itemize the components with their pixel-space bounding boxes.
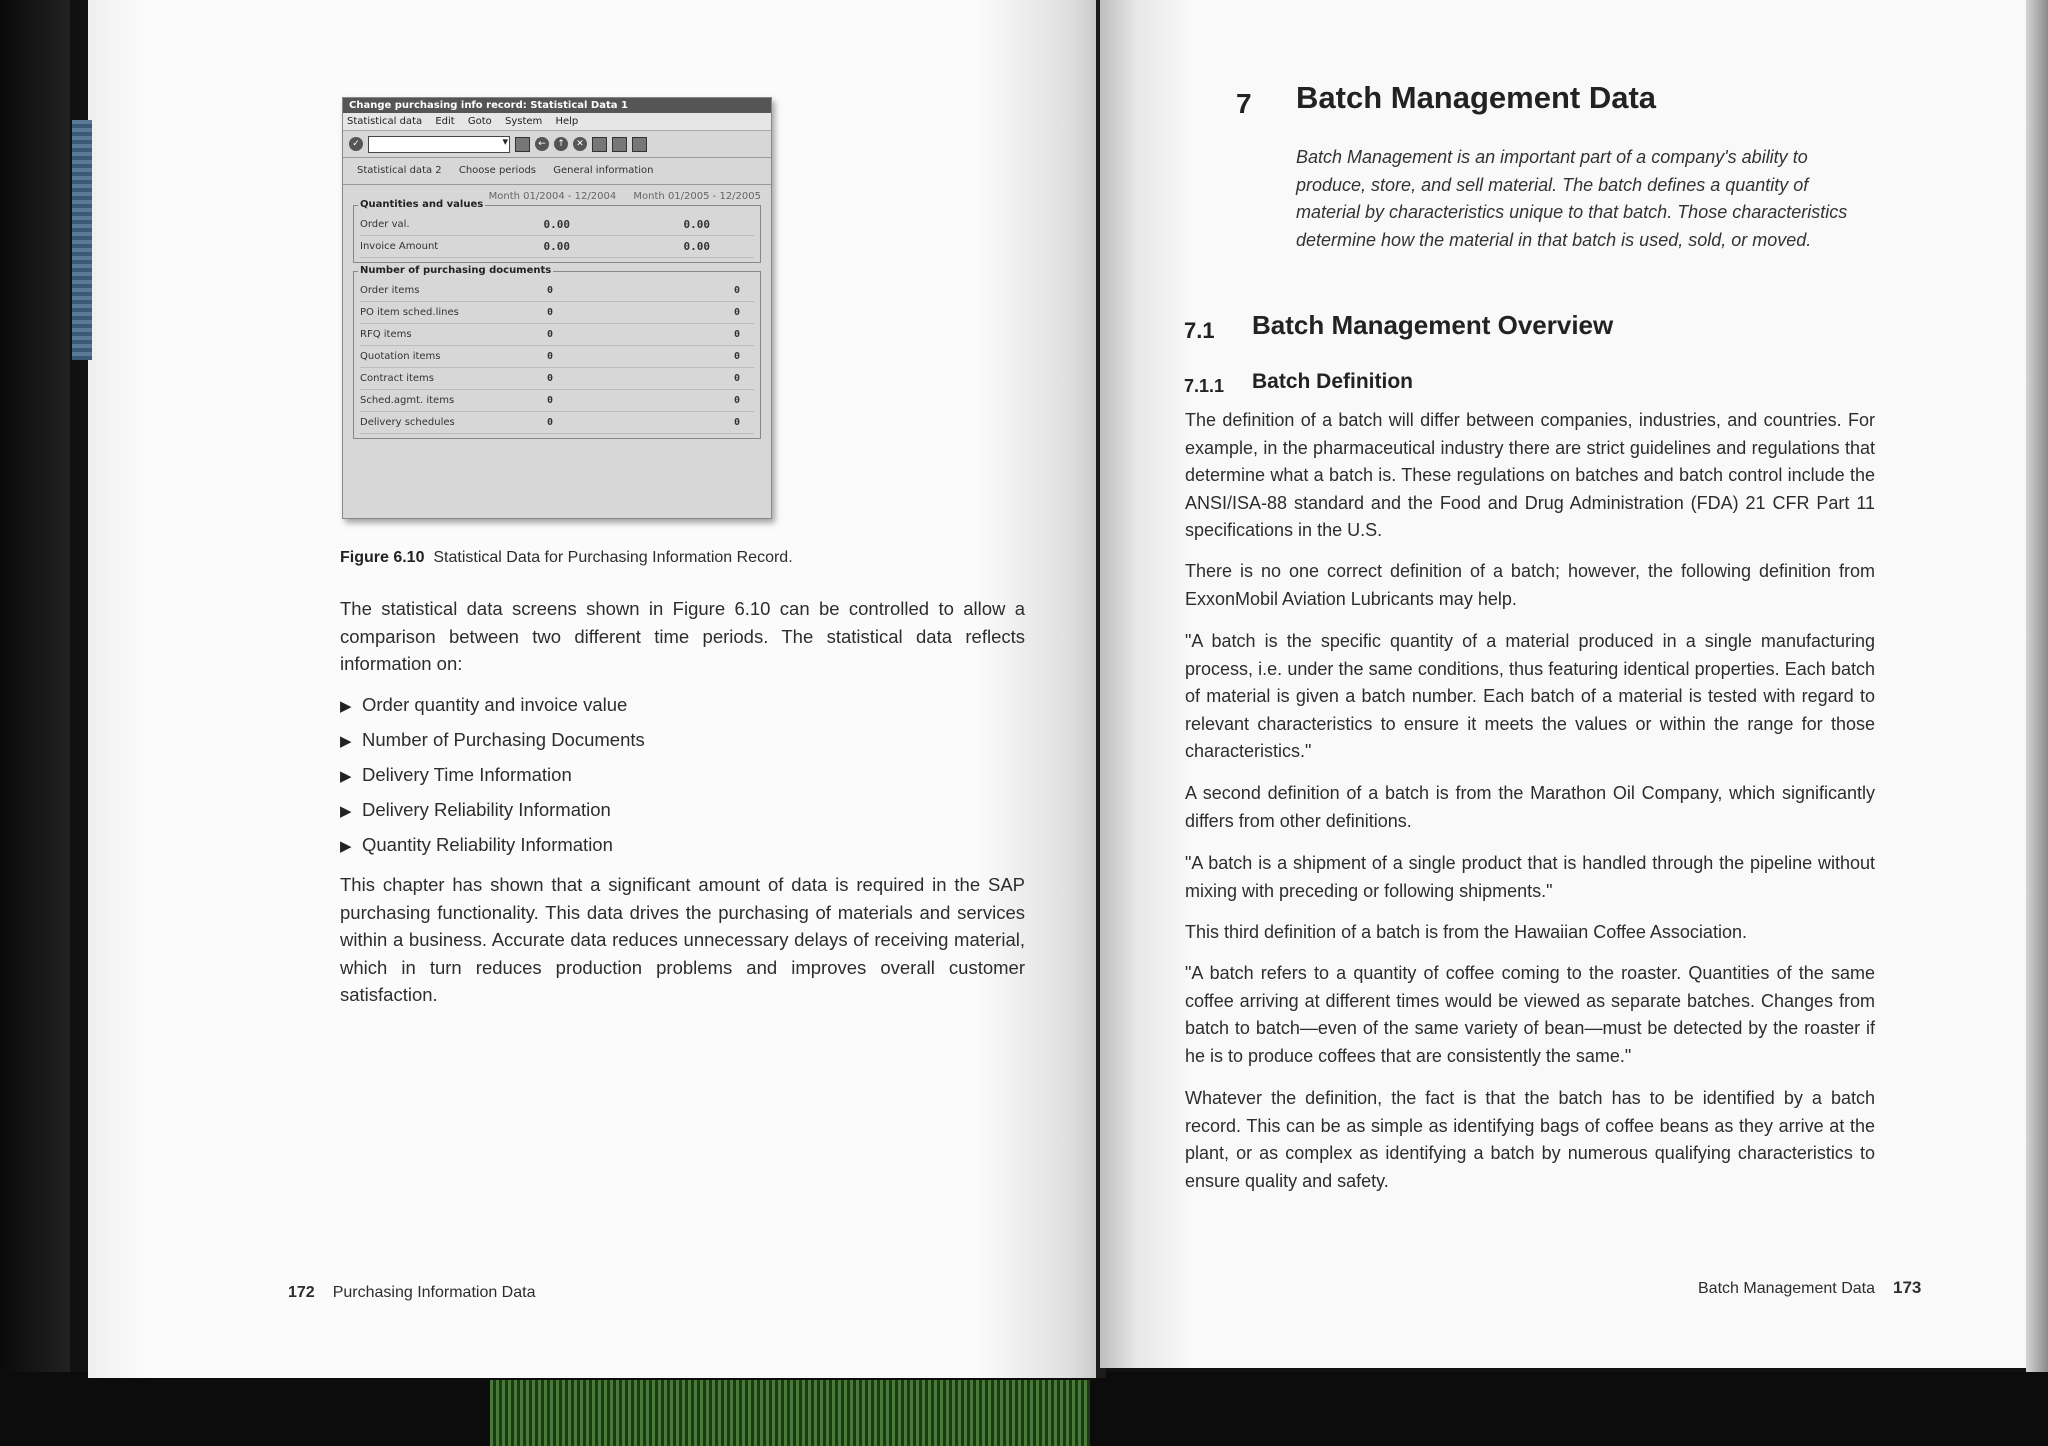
background-green-stripes (490, 1380, 1090, 1446)
row-label: Order items (360, 285, 420, 296)
body-paragraph: This chapter has shown that a significant amount of data is required in the SAP purchasing functionality. This data drives the purchasing of materials and services within a business. Accurate data reduces unnecessary delays of receiving material, which in turn reduces production problems and improves overall customer satisfaction. (340, 874, 1025, 1005)
chapter-number: 7 (1236, 88, 1252, 119)
page-number: 172 (288, 1284, 315, 1301)
triangle-bullet-icon: ▶ (340, 698, 352, 715)
table-row (360, 390, 754, 412)
value-period-2: 0 (733, 373, 740, 384)
table-row (360, 280, 754, 302)
sap-standard-toolbar (343, 131, 771, 158)
row-label: Sched.agmt. items (360, 395, 455, 406)
back-icon[interactable]: ← (535, 137, 549, 151)
sap-body (343, 185, 771, 451)
value-period-1: 0 (546, 285, 554, 296)
choose-periods-button[interactable]: Choose periods (458, 165, 537, 176)
cancel-icon[interactable]: ✕ (573, 137, 587, 151)
sap-screenshot (342, 97, 772, 519)
menu-item-goto[interactable]: Goto (467, 116, 492, 127)
table-row (360, 236, 754, 258)
section-title: Batch Management Overview (1252, 310, 1614, 340)
value-period-2: 0 (733, 307, 740, 318)
body-paragraph: This third definition of a batch is from the Hawaiian Coffee Association. (1185, 922, 1747, 942)
value-period-2: 0.00 (683, 240, 710, 253)
list-item (340, 760, 1020, 795)
general-information-button[interactable]: General information (553, 165, 654, 176)
sap-title-bar: Change purchasing info record: Statistical Data 1 (343, 98, 771, 113)
body-paragraph: "A batch refers to a quantity of coffee coming to the roaster. Quantities of the same coffee arriving at different times would be viewed as separate batches. Changes from batch to batch—even of the same variety of bean—must be detected by the roaster if he is to produce coffees that are consistently the same." (1185, 963, 1875, 1066)
triangle-bullet-icon: ▶ (340, 768, 352, 785)
table-row (360, 324, 754, 346)
list-item-text: Order quantity and invoice value (362, 694, 628, 715)
figure-caption-text: Statistical Data for Purchasing Information Record. (433, 549, 793, 566)
menu-item-statistical-data[interactable]: Statistical data (347, 116, 423, 127)
background-left-edge (0, 0, 70, 1446)
documents-title: Number of purchasing documents (360, 265, 552, 276)
value-period-2: 0 (733, 329, 740, 340)
body-paragraph: "A batch is the specific quantity of a material produced in a single manufacturing process, i.e. under the same conditions, thus featuring identical properties. Each batch of material is given a batch number. Each batch of a material is tested with regard to relevant characteristics to ensure it meets the values or within the range for those characteristics." (1185, 631, 1875, 761)
figure-label: Figure 6.10 (340, 549, 425, 566)
body-paragraph: There is no one correct definition of a batch; however, the following definition from ExxonMobil Aviation Lubricants may help. (1185, 561, 1875, 609)
statistical-data-2-button[interactable]: Statistical data 2 (357, 165, 442, 176)
table-row (360, 302, 754, 324)
table-row (360, 412, 754, 434)
body-paragraph: "A batch is a shipment of a single product that is handled through the pipeline without mixing with preceding or following shipments." (1185, 853, 1875, 901)
body-paragraph: Whatever the definition, the fact is that the batch has to be identified by a batch record. This can be as simple as identifying bags of coffee beans as they arrive at the plant, or as complex as identifying a batch by numerous qualifying characteristics to ensure quality and safety. (1185, 1088, 1875, 1191)
command-field[interactable] (368, 136, 510, 153)
sap-menu-bar (343, 113, 771, 131)
triangle-bullet-icon: ▶ (340, 733, 352, 750)
save-icon[interactable] (515, 137, 530, 152)
find-icon[interactable] (612, 137, 627, 152)
row-label: Invoice Amount (360, 241, 439, 252)
page-footer-right (1698, 1278, 1921, 1298)
body-paragraph: A second definition of a batch is from the Marathon Oil Company, which significantly differs from other definitions. (1185, 783, 1875, 831)
value-period-1: 0 (546, 395, 554, 406)
list-item (340, 795, 1020, 830)
row-label: Contract items (360, 373, 434, 384)
value-period-2: 0 (733, 417, 740, 428)
value-period-1: 0 (546, 417, 554, 428)
period-1: Month 01/2004 - 12/2004 (488, 191, 617, 202)
page-number: 173 (1893, 1278, 1922, 1297)
body-paragraph: The definition of a batch will differ between companies, industries, and countries. For example, in the pharmaceutical industry there are strict guidelines and regulations that determine what a batch is. These regulations on batches and batch control include the ANSI/ISA-88 standard and the Food and Drug Administration (FDA) 21 CFR Part 11 specifications in the U.S. (1185, 410, 1875, 540)
value-period-1: 0 (546, 307, 554, 318)
exit-icon[interactable]: ↑ (554, 137, 568, 151)
list-item-text: Quantity Reliability Information (362, 834, 613, 855)
value-period-2: 0.00 (683, 218, 710, 231)
table-row (360, 368, 754, 390)
figure-caption (340, 549, 793, 567)
row-label: PO item sched.lines (360, 307, 459, 318)
quantities-group (353, 199, 761, 263)
table-row (360, 214, 754, 236)
value-period-1: 0 (546, 329, 554, 340)
row-label: RFQ items (360, 329, 412, 340)
value-period-1: 0.00 (543, 240, 570, 253)
right-page-edge (2026, 0, 2048, 1372)
background-blue-block (72, 120, 92, 360)
list-item-text: Delivery Reliability Information (362, 799, 611, 820)
body-paragraph: The statistical data screens shown in Figure 6.10 can be controlled to allow a comparison between two different time periods. The statistical data reflects information on: (340, 598, 1025, 674)
value-period-2: 0 (733, 351, 740, 362)
triangle-bullet-icon: ▶ (340, 838, 352, 855)
triangle-bullet-icon: ▶ (340, 803, 352, 820)
list-item-text: Number of Purchasing Documents (362, 729, 645, 750)
running-head: Batch Management Data (1698, 1280, 1875, 1297)
value-period-1: 0 (546, 373, 554, 384)
value-period-1: 0.00 (543, 218, 570, 231)
row-label: Delivery schedules (360, 417, 455, 428)
running-head: Purchasing Information Data (332, 1284, 536, 1301)
menu-item-help[interactable]: Help (555, 116, 579, 127)
value-period-1: 0 (546, 351, 554, 362)
table-row (360, 346, 754, 368)
chapter-intro: Batch Management is an important part of a company's ability to produce, store, and sell material. The batch defines a quantity of material by characteristics unique to that batch. Those characteristics determine how the material in that batch is used, sold, or moved. (1296, 147, 1848, 250)
list-item (340, 725, 1020, 760)
sap-application-toolbar (343, 158, 771, 185)
row-label: Quotation items (360, 351, 441, 362)
list-item (340, 690, 1020, 725)
chapter-title: Batch Management Data (1296, 80, 1657, 115)
documents-group (353, 265, 761, 439)
print-icon[interactable] (592, 137, 607, 152)
bullet-list (340, 690, 1020, 865)
value-period-2: 0 (733, 285, 740, 296)
value-period-2: 0 (733, 395, 740, 406)
list-item-text: Delivery Time Information (362, 764, 572, 785)
period-2: Month 01/2005 - 12/2005 (633, 191, 761, 202)
quantities-title: Quantities and values (360, 199, 484, 210)
menu-item-edit[interactable]: Edit (435, 116, 455, 127)
subsection-number: 7.1.1 (1184, 376, 1225, 396)
find-next-icon[interactable] (632, 137, 647, 152)
section-number: 7.1 (1184, 318, 1215, 343)
subsection-title: Batch Definition (1252, 370, 1413, 393)
row-label: Order val. (360, 219, 410, 230)
list-item (340, 830, 1020, 865)
enter-icon[interactable]: ✓ (349, 137, 363, 151)
page-footer-left (288, 1284, 535, 1302)
menu-item-system[interactable]: System (504, 116, 543, 127)
